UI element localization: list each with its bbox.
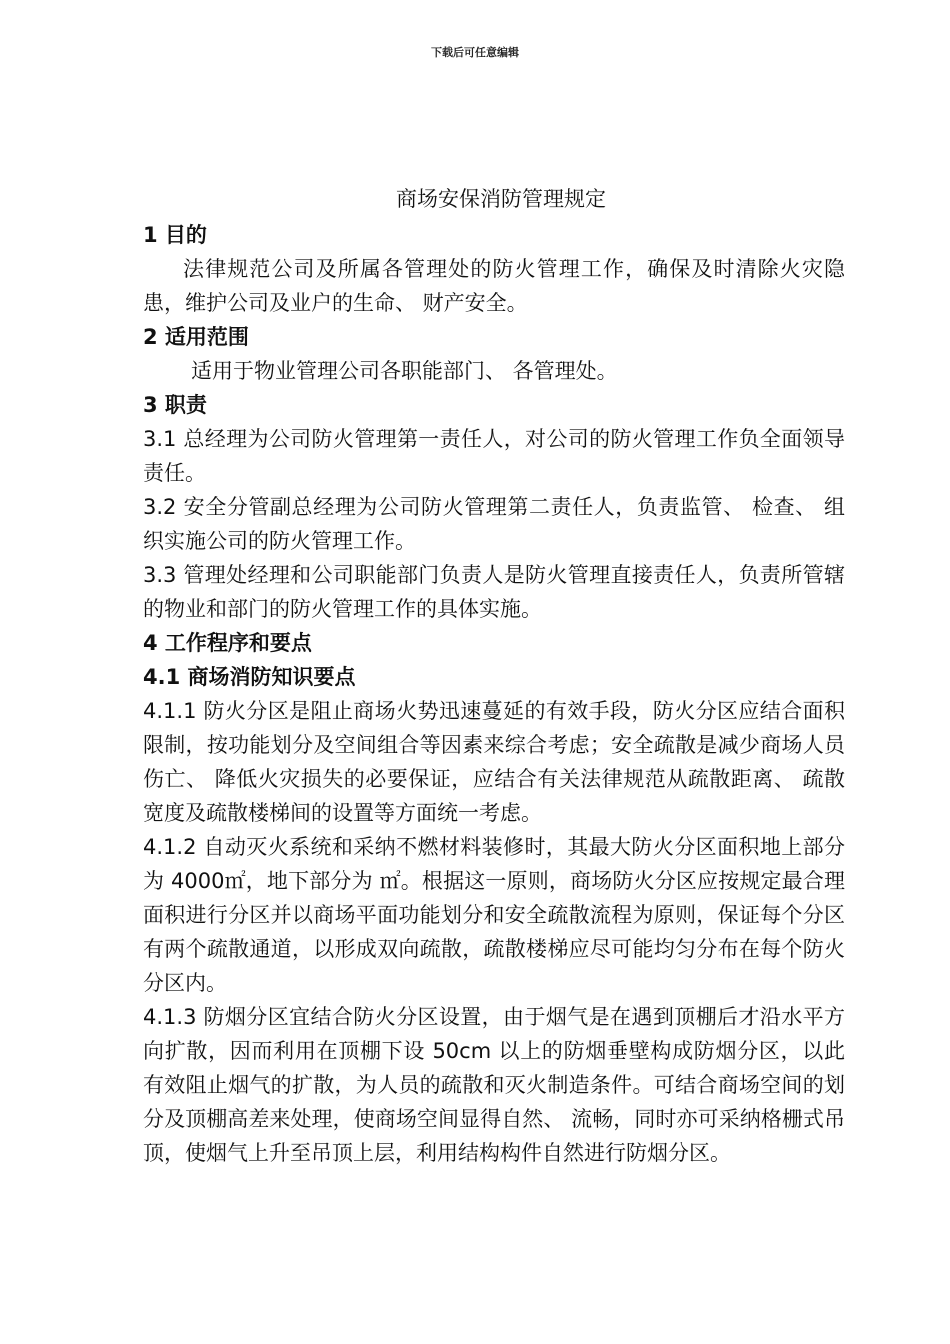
paragraph-4-1-2: 4.1.2 自动灭火系统和采纳不燃材料装修时，其最大防火分区面积地上部分为 4000㎡，地下部分为 ㎡。根据这一原则，商场防火分区应按规定最合理面积进行分区并以商场平面功能划分和安全疏散流程为原则，保证每个分区有两个疏散通道，以形成双向疏散，疏散楼梯应尽可能均匀分布在每个防火分区内。 [143, 835, 845, 995]
paragraph-duty-3-1: 3.1 总经理为公司防火管理第一责任人，对公司的防火管理工作负全面领导责任。 [143, 427, 845, 485]
section-heading-purpose: 1 目的 [143, 223, 207, 247]
page-header: 下载后可任意编辑 [431, 46, 519, 59]
paragraph-4-1-3: 4.1.3 防烟分区宜结合防火分区设置，由于烟气是在遇到顶棚后才沿水平方向扩散，因而利用在顶棚下设 50cm 以上的防烟垂壁构成防烟分区，以此有效阻止烟气的扩散，为人员的疏散和灭火制造条件。可结合商场空间的划分及顶棚高差来处理，使商场空间显得自然、 流畅，同时亦可采纳格栅式吊顶，使烟气上升至吊顶上层，利用结构构件自然进行防烟分区。 [143, 1005, 845, 1165]
paragraph-4-1-1: 4.1.1 防火分区是阻止商场火势迅速蔓延的有效手段，防火分区应结合面积限制，按功能划分及空间组合等因素来综合考虑；安全疏散是减少商场人员伤亡、 降低火灾损失的必要保证，应结合有关法律规范从疏散距离、 疏散宽度及疏散楼梯间的设置等方面统一考虑。 [143, 699, 845, 825]
section-heading-duties: 3 职责 [143, 393, 207, 417]
paragraph-duty-3-2: 3.2 安全分管副总经理为公司防火管理第二责任人，负责监管、 检查、 组织实施公司的防火管理工作。 [143, 495, 845, 553]
document-body [143, 182, 845, 1170]
document-title: 商场安保消防管理规定 [396, 187, 606, 211]
paragraph-scope: 适用于物业管理公司各职能部门、 各管理处。 [191, 359, 618, 383]
subsection-heading-4-1: 4.1 商场消防知识要点 [143, 665, 356, 689]
section-heading-procedures: 4 工作程序和要点 [143, 631, 312, 655]
paragraph-duty-3-3: 3.3 管理处经理和公司职能部门负责人是防火管理直接责任人，负责所管辖的物业和部门的防火管理工作的具体实施。 [143, 563, 845, 621]
section-heading-scope: 2 适用范围 [143, 325, 249, 349]
paragraph-purpose: 法律规范公司及所属各管理处的防火管理工作，确保及时清除火灾隐患，维护公司及业户的生命、 财产安全。 [143, 257, 845, 315]
